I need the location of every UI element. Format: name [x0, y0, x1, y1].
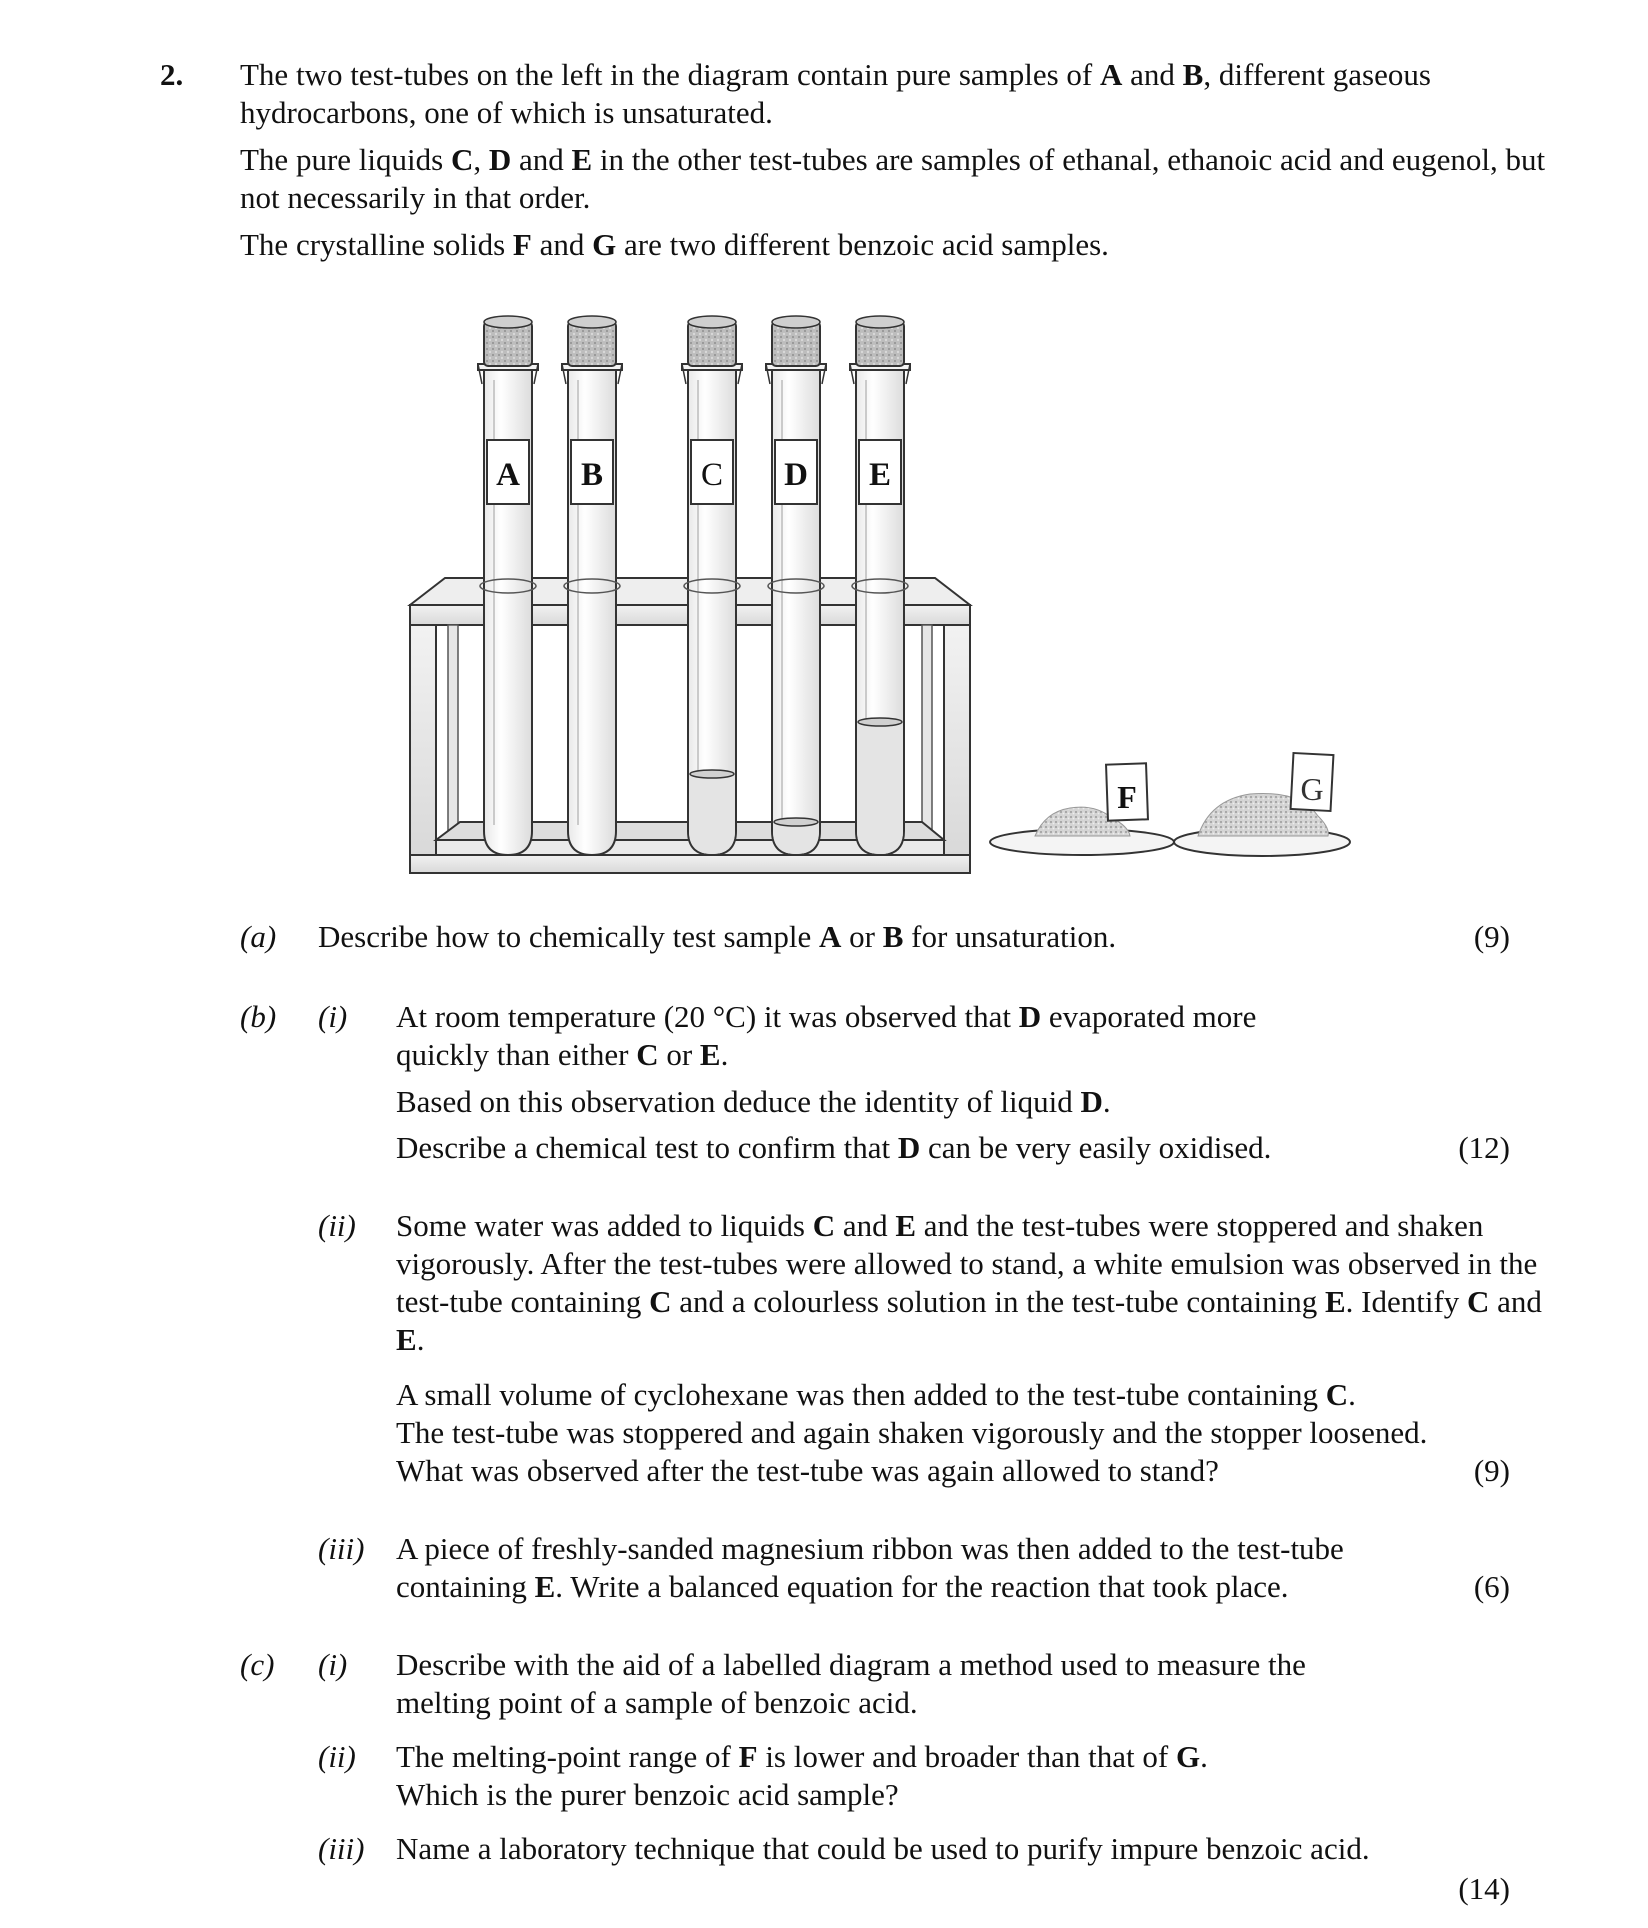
part-b-i-p3: Describe a chemical test to confirm that D can be very easily oxidised.	[396, 1130, 1272, 1165]
part-c-iii-p1: Name a laboratory technique that could be used to purify impure benzoic acid.	[396, 1831, 1370, 1866]
intro-paragraph-1: The two test-tubes on the left in the diagram contain pure samples of A and B, different gaseous hydrocarbons, one of which is unsaturated.	[240, 57, 1431, 130]
part-c-i-p1: Describe with the aid of a labelled diagram a method used to measure the melting point of a sample of benzoic acid.	[396, 1647, 1306, 1720]
part-b-i-marks: (12)	[1458, 1130, 1510, 1165]
test-tube-b	[562, 316, 622, 855]
tube-label-c: C	[700, 457, 724, 493]
part-b-label: (b)	[240, 999, 277, 1034]
part-b-ii-p1: Some water was added to liquids C and E and the test-tubes were stoppered and shaken vigorously. After the test-tubes were allowed to stand, a white emulsion was observed in the test-tube containing C and a colourless solution in the test-tube containing E. Identify C and E.	[396, 1208, 1542, 1357]
test-tube-e	[850, 316, 910, 855]
part-c-iii-label: (iii)	[318, 1831, 365, 1866]
watch-glass-f	[990, 763, 1174, 855]
part-b-i-p2: Based on this observation deduce the identity of liquid D.	[396, 1084, 1111, 1119]
watch-glass-g	[1174, 753, 1350, 856]
part-b-ii-label: (ii)	[318, 1208, 356, 1243]
part-c-label: (c)	[240, 1647, 275, 1682]
test-tube-c	[682, 316, 742, 855]
part-a-label: (a)	[240, 919, 277, 954]
part-b-iii-p1: A piece of freshly-sanded magnesium ribbon was then added to the test-tube containing E. Write a balanced equation for the reaction that took place.	[396, 1531, 1344, 1604]
part-c-ii-p1: The melting-point range of F is lower and broader than that of G.	[396, 1739, 1208, 1774]
part-c-marks: (14)	[1458, 1871, 1510, 1906]
tube-label-a: A	[496, 457, 520, 493]
part-b-iii-label: (iii)	[318, 1531, 365, 1566]
intro-paragraph-3: The crystalline solids F and G are two different benzoic acid samples.	[240, 227, 1109, 262]
apparatus-diagram	[400, 300, 1360, 900]
dish-label-g: G	[1300, 771, 1324, 807]
part-c-i-label: (i)	[318, 1647, 348, 1682]
tube-label-d: D	[784, 457, 808, 493]
part-b-i-label: (i)	[318, 999, 348, 1034]
part-b-i-p1: At room temperature (20 °C) it was observed that D evaporated more quickly than either C or E.	[396, 999, 1257, 1072]
tube-label-b: B	[580, 457, 604, 493]
question-number: 2.	[160, 57, 184, 92]
part-a-text: Describe how to chemically test sample A or B for unsaturation.	[318, 919, 1117, 954]
dish-label-f: F	[1117, 779, 1137, 815]
part-b-ii-marks: (9)	[1473, 1453, 1510, 1488]
part-b-ii-p2c: What was observed after the test-tube was again allowed to stand?	[396, 1453, 1219, 1488]
part-c-ii-p2: Which is the purer benzoic acid sample?	[396, 1777, 899, 1812]
test-tube-a	[478, 316, 538, 855]
part-b-ii-p2a: A small volume of cyclohexane was then added to the test-tube containing C.	[396, 1377, 1356, 1412]
part-a-marks: (9)	[1473, 919, 1510, 954]
part-b-iii-marks: (6)	[1473, 1569, 1510, 1604]
tube-label-e: E	[868, 457, 892, 493]
part-b-ii-p2b: The test-tube was stoppered and again shaken vigorously and the stopper loosened.	[396, 1415, 1428, 1450]
intro-paragraph-2: The pure liquids C, D and E in the other test-tubes are samples of ethanal, ethanoic acid and eugenol, but not necessarily in that order.	[240, 142, 1546, 215]
part-c-ii-label: (ii)	[318, 1739, 356, 1774]
test-tube-d	[766, 316, 826, 855]
